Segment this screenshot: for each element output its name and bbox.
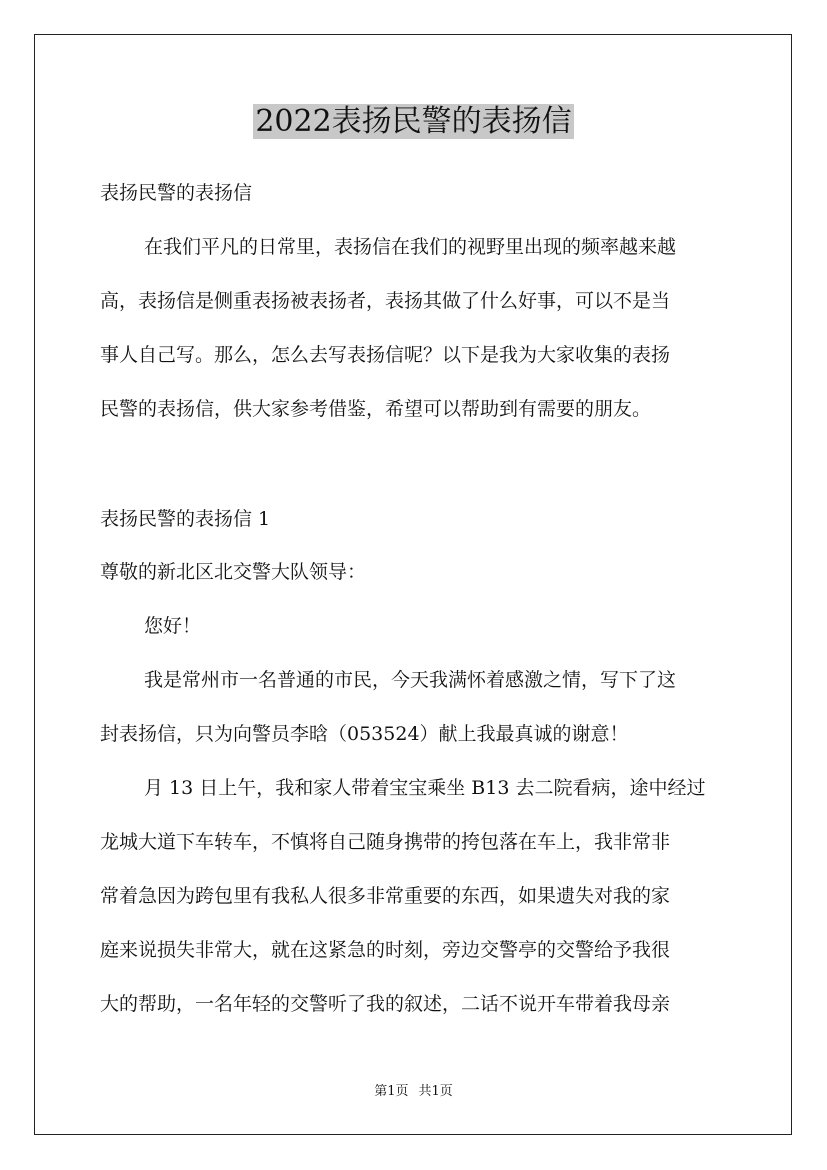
paragraph-line: 庭来说损失非常大，就在这紧急的时刻，旁边交警亭的交警给予我很 — [100, 939, 671, 961]
document-subtitle: 表扬民警的表扬信 — [100, 182, 253, 204]
letter-salutation: 尊敬的新北区北交警大队领导： — [100, 561, 367, 583]
intro-line: 高，表扬信是侧重表扬被表扬者，表扬其做了什么好事，可以不是当 — [100, 290, 671, 312]
paragraph-line: 大的帮助，一名年轻的交警听了我的叙述，二话不说开车带着我母亲 — [100, 993, 671, 1015]
intro-line: 民警的表扬信，供大家参考借鉴，希望可以帮助到有需要的朋友。 — [100, 398, 652, 420]
paragraph-line: 常着急因为跨包里有我私人很多非常重要的东西，如果遗失对我的家 — [100, 885, 671, 907]
intro-line: 在我们平凡的日常里，表扬信在我们的视野里出现的频率越来越 — [144, 236, 677, 258]
paragraph-line: 龙城大道下车转车，不慎将自己随身携带的挎包落在车上，我非常非 — [100, 831, 671, 853]
paragraph-line: 封表扬信，只为向警员李晗（053524）献上我最真诚的谢意！ — [100, 723, 629, 745]
page-number: 第1页 — [374, 1084, 409, 1099]
intro-line: 事人自己写。那么，怎么去写表扬信呢？以下是我为大家收集的表扬 — [100, 344, 671, 366]
document-title-text: 2022表扬民警的表扬信 — [255, 104, 572, 139]
paragraph-line: 月 13 日上午，我和家人带着宝宝乘坐 B13 去二院看病，途中经过 — [144, 777, 706, 799]
letter-greeting: 您好！ — [144, 615, 202, 637]
document-title — [0, 100, 827, 144]
paragraph-line: 我是常州市一名普通的市民，今天我满怀着感激之情，写下了这 — [144, 669, 677, 691]
section-heading: 表扬民警的表扬信 1 — [100, 508, 271, 530]
page-footer — [0, 1083, 827, 1101]
page-total: 共1页 — [418, 1084, 453, 1099]
